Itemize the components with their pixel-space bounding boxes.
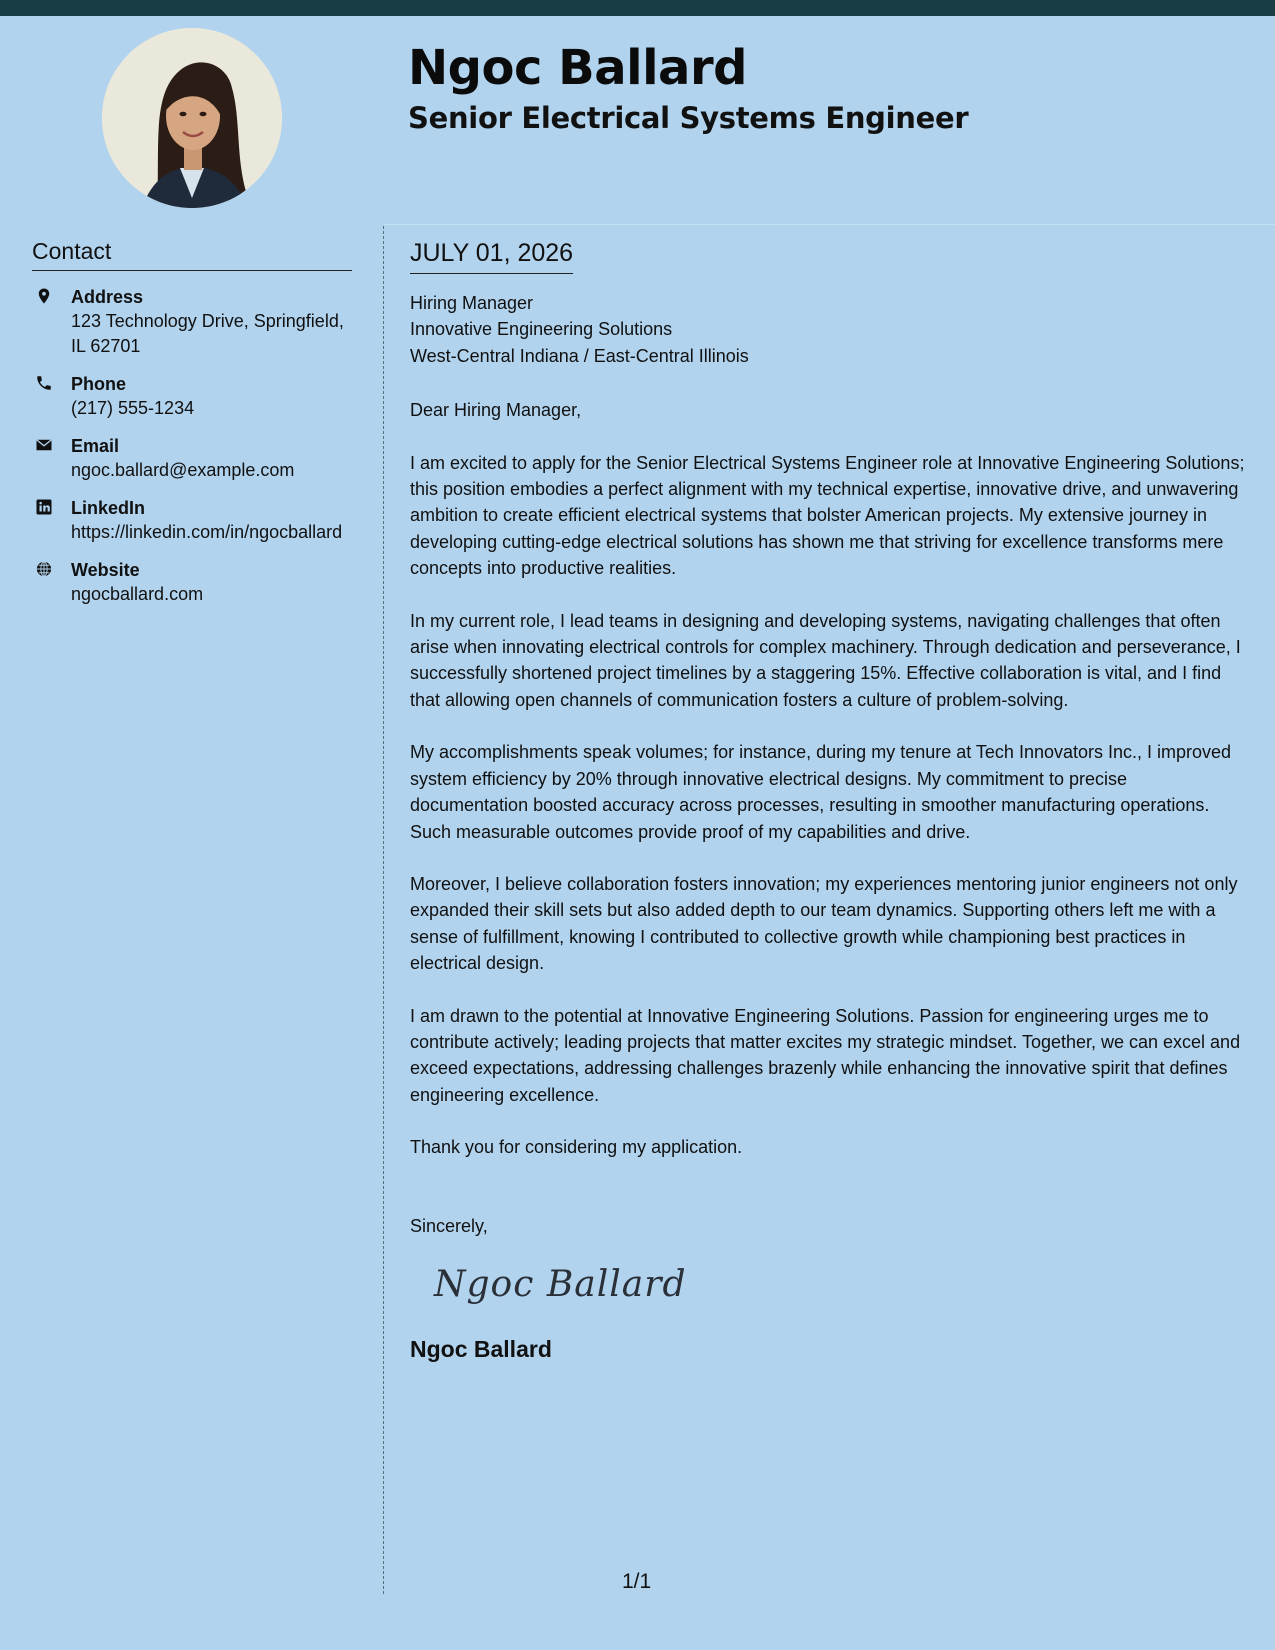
letter-paragraph: My accomplishments speak volumes; for instance, during my tenure at Tech Innovators Inc., I improved system efficiency by 20% through innovative electrical designs. My commitment to precise documentation boosted accuracy across processes, resulting in smoother manufacturing operations. Such measurable outcomes provide proof of my capabilities and drive. [410,742,1232,842]
recipient-line: West-Central Indiana / East-Central Illinois [410,345,749,366]
column-divider [383,226,384,1594]
phone-icon [35,374,53,392]
recipient-line: Hiring Manager [410,293,534,313]
profile-photo [102,28,282,208]
website-label: Website [71,559,140,580]
email-value[interactable]: ngoc.ballard@example.com [71,459,295,480]
linkedin-label: LinkedIn [71,497,146,518]
salutation: Dear Hiring Manager, [410,400,582,421]
email-label: Email [71,435,120,456]
handwritten-signature: Ngoc Ballard [434,1263,687,1305]
contact-sidebar [32,238,352,620]
contact-item-address [32,285,352,359]
letter-paragraph: Moreover, I believe collaboration fosters innovation; my experiences mentoring junior engineers not only expanded their skill sets but also added depth to our team dynamics. Supporting others left me with a sense of fulfillment, knowing I contributed to collective growth while championing best practices in electrical design. [410,873,1238,974]
letter-date: JULY 01, 2026 [410,238,573,274]
website-value[interactable]: ngocballard.com [71,583,204,604]
contact-item-phone [32,372,352,421]
phone-value: (217) 555-1234 [71,397,195,418]
page-number: 1/1 [622,1570,652,1593]
contact-heading: Contact [32,238,352,271]
phone-label: Phone [71,373,127,394]
letter-paragraph: I am excited to apply for the Senior Electrical Systems Engineer role at Innovative Engineering Solutions; this position embodies a perfect alignment with my technical expertise, innovative drive, and unwavering ambition to create efficient electrical systems that bolster American projects. My extensive journey in developing cutting-edge electrical solutions has shown me that striving for excellence transforms mere concepts into productive realities. [410,452,1245,579]
letter-paragraph: Thank you for considering my application. [410,1137,743,1158]
signer-name: Ngoc Ballard [410,1336,552,1363]
header-divider [384,224,1275,225]
letter-paragraph: In my current role, I lead teams in designing and developing systems, navigating challenges that often arise when innovating electrical controls for complex machinery. Through dedication and perseverance, I successfully shortened project timelines by a staggering 15%. Effective collaboration is vital, and I find that allowing open channels of communication fosters a culture of problem-solving. [410,610,1241,710]
envelope-icon [35,436,53,454]
map-pin-icon [35,287,53,305]
top-accent-bar [0,0,1275,16]
candidate-name: Ngoc Ballard [408,40,747,96]
contact-list [32,285,352,607]
globe-icon [35,560,53,578]
contact-item-linkedin [32,496,352,545]
contact-item-website [32,558,352,607]
contact-item-email [32,434,352,483]
linkedin-icon [35,498,53,516]
closing: Sincerely, [410,1215,488,1236]
address-label: Address [71,286,144,307]
recipient-block [410,290,1250,369]
letter-paragraph: I am drawn to the potential at Innovative Engineering Solutions. Passion for engineering urges me to contribute actively; leading projects that matter excites my strategic mindset. Together, we can excel and exceed expectations, addressing challenges brazenly while enhancing the innovative spirit that defines engineering excellence. [410,1005,1241,1105]
address-value: 123 Technology Drive, Springfield, IL 62701 [71,310,344,356]
recipient-line: Innovative Engineering Solutions [410,319,673,340]
linkedin-value[interactable]: https://linkedin.com/in/ngocballard [71,521,343,542]
job-title: Senior Electrical Systems Engineer [408,101,969,135]
letter-body [410,238,1250,1363]
